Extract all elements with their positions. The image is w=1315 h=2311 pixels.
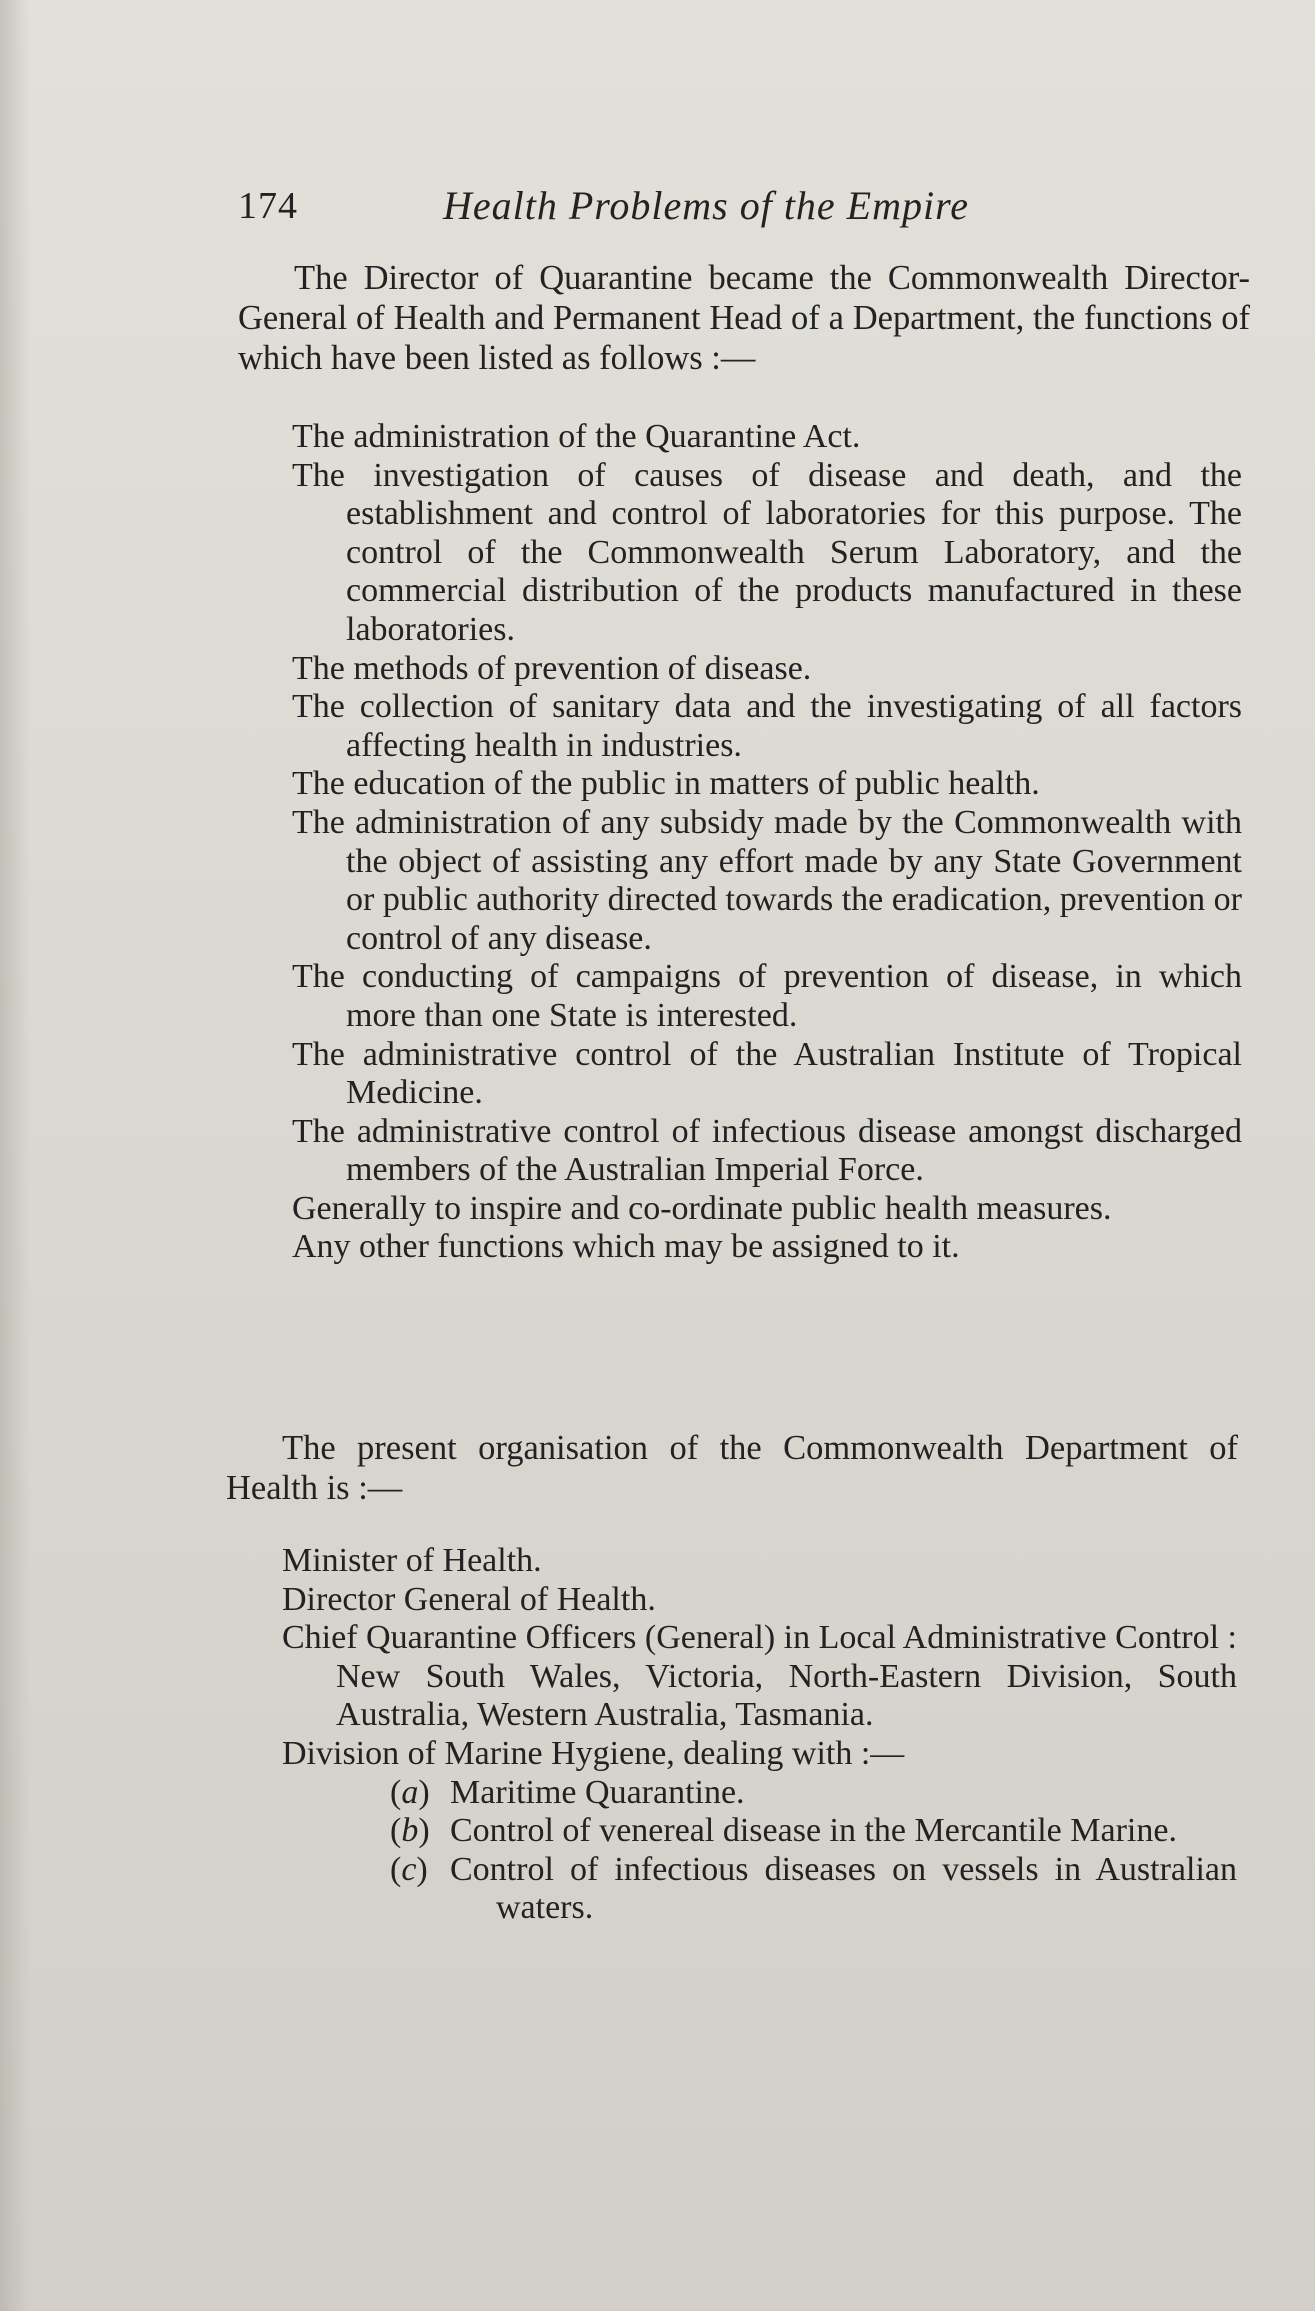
function-item: The collection of sanitary data and the investigating of all factors affecting health in industries.: [292, 688, 1242, 764]
function-item: The administration of any subsidy made by the Commonwealth with the object of assisting any effort made by any State Government or public authority directed towards the eradication, prevention or control of any disease.: [292, 803, 1242, 957]
organisation-paragraph: The present organisation of the Commonwealth Department of Health is :—: [226, 1429, 1238, 1507]
function-item: The methods of prevention of disease.: [292, 649, 812, 687]
function-item: The education of the public in matters of public health.: [292, 765, 1040, 803]
org-item-minister: Minister of Health.: [282, 1542, 542, 1579]
page-number: 174: [238, 185, 298, 227]
marine-item: [390, 1851, 1237, 1928]
org-item-director: Director General of Health.: [282, 1580, 656, 1618]
function-item: The administrative control of the Australian Institute of Tropical Medicine.: [292, 1035, 1242, 1112]
function-item: Any other functions which may be assigned to it.: [292, 1228, 960, 1266]
marine-item: [390, 1812, 1237, 1851]
marine-item: [390, 1774, 1237, 1813]
function-item: The conducting of campaigns of prevention of disease, in which more than one State is interested.: [292, 958, 1242, 1034]
organisation-list: [282, 1542, 1237, 1928]
item-letter: (a): [390, 1773, 430, 1811]
item-text: Maritime Quarantine.: [450, 1773, 745, 1811]
org-item-chief-officers: Chief Quarantine Officers (General) in Local Administrative Control : New South Wales, Victoria, North-Eastern Division, South Australia, Western Australia, Tasmania.: [282, 1619, 1237, 1734]
org-item-marine-division: [282, 1735, 1237, 1928]
function-item: The investigation of causes of disease and death, and the establishment and control of laboratories for this purpose. The control of the Commonwealth Serum Laboratory, and the commercial distribution of the products manufactured in these laboratories.: [292, 456, 1242, 648]
page-gutter-shadow: [0, 0, 30, 2311]
item-letter: (c): [390, 1850, 428, 1888]
item-text: Control of venereal disease in the Mercantile Marine.: [450, 1812, 1177, 1850]
function-item: The administration of the Quarantine Act.: [292, 418, 861, 455]
item-letter: (b): [390, 1812, 430, 1850]
marine-division-heading: Division of Marine Hygiene, dealing with :—: [282, 1734, 905, 1772]
item-text: Control of infectious diseases on vessels in Australian waters.: [450, 1850, 1237, 1927]
function-item: Generally to inspire and co-ordinate public health measures.: [292, 1189, 1112, 1227]
intro-paragraph: The Director of Quarantine became the Commonwealth Director-General of Health and Permanent Head of a Department, the functions of which have been listed as follows :—: [238, 259, 1250, 377]
running-head: [238, 180, 1088, 240]
running-title: Health Problems of the Empire: [443, 183, 969, 228]
function-item: The administrative control of infectious disease amongst discharged members of the Australian Imperial Force.: [292, 1112, 1242, 1189]
marine-sublist: [336, 1774, 1237, 1928]
functions-list: [292, 418, 1242, 1267]
